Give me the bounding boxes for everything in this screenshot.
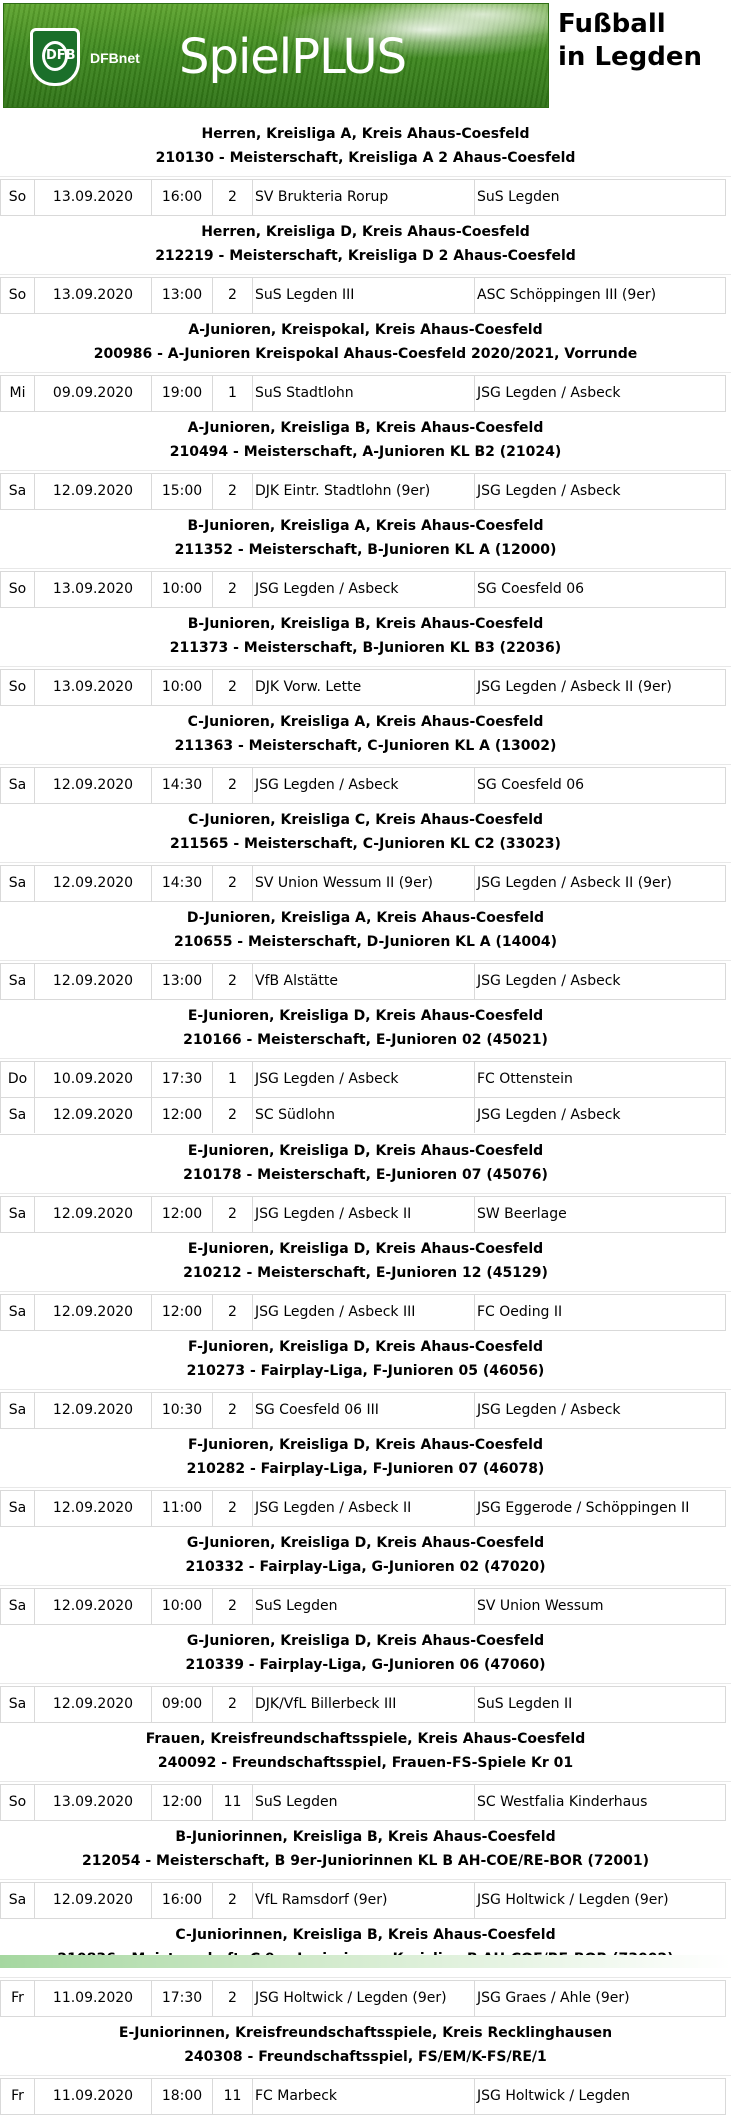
league-title: E-Junioren, Kreisliga D, Kreis Ahaus-Coesfeld [187,1143,544,1159]
home-team: SC Südlohn [253,1098,475,1133]
competition-title: 210166 - Meisterschaft, E-Junioren 02 (45021) [183,1032,548,1048]
competition-title: 210130 - Meisterschaft, Kreisliga A 2 Ahaus-Coesfeld [155,150,576,166]
home-team: SV Union Wessum II (9er) [253,866,475,901]
away-team: JSG Legden / Asbeck [475,964,726,999]
match-time: 11:00 [152,1491,213,1526]
competition-header [0,1429,731,1488]
match-day: Sa [0,1589,35,1624]
away-team: JSG Legden / Asbeck II (9er) [475,670,726,705]
match-row [0,1294,726,1331]
match-date: 12.09.2020 [35,1393,152,1428]
match-day: Sa [0,866,35,901]
league-title: A-Junioren, Kreisliga B, Kreis Ahaus-Coesfeld [187,420,544,436]
match-time: 12:00 [152,1197,213,1232]
home-team: DJK/VfL Billerbeck III [253,1687,475,1722]
site-title-line1: Fußball [558,9,666,39]
league-title: A-Junioren, Kreispokal, Kreis Ahaus-Coesfeld [188,322,543,338]
match-time: 13:00 [152,964,213,999]
competition-title: 211352 - Meisterschaft, B-Junioren KL A (12000) [174,542,557,558]
match-row [0,1686,726,1723]
competition-header [0,2017,731,2076]
match-number: 2 [213,866,253,901]
match-number: 2 [213,670,253,705]
match-number: 2 [213,1295,253,1330]
home-team: SuS Legden [253,1785,475,1820]
competition-title: 211363 - Meisterschaft, C-Junioren KL A (13002) [174,738,557,754]
competition-header [0,510,731,569]
away-team: JSG Eggerode / Schöppingen II [475,1491,726,1526]
match-number: 2 [213,1197,253,1232]
match-day: Sa [0,1098,35,1133]
match-date: 13.09.2020 [35,278,152,313]
league-title: E-Junioren, Kreisliga D, Kreis Ahaus-Coesfeld [187,1008,544,1024]
match-time: 16:00 [152,1883,213,1918]
away-team: JSG Legden / Asbeck II (9er) [475,866,726,901]
match-day: Sa [0,1197,35,1232]
league-title: B-Junioren, Kreisliga B, Kreis Ahaus-Coesfeld [187,616,544,632]
match-date: 12.09.2020 [35,1197,152,1232]
grass-banner-image [3,3,549,108]
league-title: B-Junioren, Kreisliga A, Kreis Ahaus-Coesfeld [187,518,544,534]
match-number: 2 [213,1393,253,1428]
away-team: SC Westfalia Kinderhaus [475,1785,726,1820]
match-day: Sa [0,1393,35,1428]
competition-title: 210332 - Fairplay-Liga, G-Junioren 02 (47020) [185,1559,546,1575]
match-day: Sa [0,1687,35,1722]
away-team: JSG Holtwick / Legden [475,2079,726,2114]
match-time: 14:30 [152,866,213,901]
match-date: 12.09.2020 [35,474,152,509]
away-team: JSG Holtwick / Legden (9er) [475,1883,726,1918]
home-team: JSG Legden / Asbeck III [253,1295,475,1330]
match-day: Fr [0,1981,35,2016]
competition-header [0,1331,731,1390]
match-time: 18:00 [152,2079,213,2114]
competition-header [0,804,731,863]
away-team: SG Coesfeld 06 [475,572,726,607]
match-day: Sa [0,1295,35,1330]
match-schedule [0,118,731,2115]
match-time: 09:00 [152,1687,213,1722]
home-team: SuS Legden [253,1589,475,1624]
match-number: 2 [213,1883,253,1918]
league-title: F-Junioren, Kreisliga D, Kreis Ahaus-Coesfeld [188,1437,543,1453]
home-team: VfB Alstätte [253,964,475,999]
match-date: 09.09.2020 [35,376,152,411]
match-row [0,1784,726,1821]
match-day: Sa [0,964,35,999]
competition-title: 212219 - Meisterschaft, Kreisliga D 2 Ahaus-Coesfeld [155,248,576,264]
match-date: 13.09.2020 [35,180,152,215]
competition-title: 210494 - Meisterschaft, A-Junioren KL B2 (21024) [169,444,562,460]
match-row [0,1588,726,1625]
competition-header [0,1625,731,1684]
match-day: Sa [0,768,35,803]
match-day: Sa [0,474,35,509]
banner [0,0,731,118]
competition-header [0,1919,731,1978]
match-time: 12:00 [152,1295,213,1330]
match-time: 14:30 [152,768,213,803]
match-number: 11 [213,1785,253,1820]
away-team: SuS Legden II [475,1687,726,1722]
match-date: 12.09.2020 [35,1098,152,1133]
away-team: FC Oeding II [475,1295,726,1330]
away-team: JSG Legden / Asbeck [475,1098,726,1133]
competition-title: 210282 - Fairplay-Liga, F-Junioren 07 (46078) [186,1461,545,1477]
home-team: FC Marbeck [253,2079,475,2114]
match-date: 12.09.2020 [35,1491,152,1526]
match-row [0,1098,726,1135]
competition-title: 240308 - Freundschaftsspiel, FS/EM/K-FS/RE/1 [184,2049,547,2065]
league-title: C-Juniorinnen, Kreisliga B, Kreis Ahaus-Coesfeld [175,1927,556,1943]
competition-title: 200986 - A-Junioren Kreispokal Ahaus-Coesfeld 2020/2021, Vorrunde [93,346,638,362]
match-time: 12:00 [152,1098,213,1133]
match-date: 13.09.2020 [35,1785,152,1820]
league-title: G-Junioren, Kreisliga D, Kreis Ahaus-Coesfeld [186,1535,545,1551]
home-team: VfL Ramsdorf (9er) [253,1883,475,1918]
match-day: Sa [0,1883,35,1918]
match-number: 2 [213,474,253,509]
competition-header [0,314,731,373]
match-day: So [0,278,35,313]
home-team: DJK Eintr. Stadtlohn (9er) [253,474,475,509]
league-title: Herren, Kreisliga A, Kreis Ahaus-Coesfeld [201,126,530,142]
match-row [0,2078,726,2115]
competition-header [0,706,731,765]
league-title: E-Juniorinnen, Kreisfreundschaftsspiele, Kreis Recklinghausen [118,2025,613,2041]
match-row [0,571,726,608]
match-date: 10.09.2020 [35,1062,152,1097]
competition-header [0,1723,731,1782]
match-time: 10:00 [152,670,213,705]
league-title: F-Junioren, Kreisliga D, Kreis Ahaus-Coesfeld [188,1339,543,1355]
match-row [0,963,726,1000]
footer-strip [0,1955,731,1968]
site-title-line2: in Legden [558,42,703,72]
home-team: JSG Legden / Asbeck [253,1062,475,1097]
competition-header [0,608,731,667]
competition-header [0,1000,731,1059]
away-team: ASC Schöppingen III (9er) [475,278,726,313]
match-day: So [0,670,35,705]
match-time: 15:00 [152,474,213,509]
match-date: 12.09.2020 [35,1687,152,1722]
home-team: JSG Legden / Asbeck II [253,1197,475,1232]
match-row [0,375,726,412]
league-title: E-Junioren, Kreisliga D, Kreis Ahaus-Coesfeld [187,1241,544,1257]
match-day: So [0,1785,35,1820]
spielplus-brand: SpielPLUS [179,29,407,85]
away-team: JSG Graes / Ahle (9er) [475,1981,726,2016]
competition-title: 210178 - Meisterschaft, E-Junioren 07 (45076) [183,1167,548,1183]
match-row [0,1980,726,2017]
match-number: 2 [213,768,253,803]
competition-title: 211565 - Meisterschaft, C-Junioren KL C2 (33023) [170,836,561,852]
match-time: 10:00 [152,1589,213,1624]
match-row [0,767,726,804]
match-row [0,179,726,216]
away-team: SW Beerlage [475,1197,726,1232]
match-number: 2 [213,1098,253,1133]
match-number: 11 [213,2079,253,2114]
match-date: 11.09.2020 [35,2079,152,2114]
competition-header [0,412,731,471]
away-team: JSG Legden / Asbeck [475,474,726,509]
away-team: JSG Legden / Asbeck [475,376,726,411]
league-title: C-Junioren, Kreisliga A, Kreis Ahaus-Coesfeld [187,714,544,730]
competition-title: 210212 - Meisterschaft, E-Junioren 12 (45129) [183,1265,548,1281]
home-team: JSG Legden / Asbeck [253,768,475,803]
competition-title: 210655 - Meisterschaft, D-Junioren KL A (14004) [173,934,558,950]
competition-header [0,1135,731,1194]
competition-header [0,216,731,275]
match-time: 12:00 [152,1785,213,1820]
match-number: 1 [213,1062,253,1097]
away-team: FC Ottenstein [475,1062,726,1097]
competition-title: 210273 - Fairplay-Liga, F-Junioren 05 (46056) [186,1363,545,1379]
match-number: 2 [213,1981,253,2016]
match-number: 1 [213,376,253,411]
match-row [0,669,726,706]
match-row [0,865,726,902]
match-date: 12.09.2020 [35,768,152,803]
match-time: 16:00 [152,180,213,215]
match-date: 12.09.2020 [35,1883,152,1918]
match-time: 17:30 [152,1062,213,1097]
home-team: DJK Vorw. Lette [253,670,475,705]
away-team: SG Coesfeld 06 [475,768,726,803]
match-date: 12.09.2020 [35,1589,152,1624]
match-row [0,1490,726,1527]
match-time: 13:00 [152,278,213,313]
match-number: 2 [213,964,253,999]
match-date: 12.09.2020 [35,1295,152,1330]
match-date: 12.09.2020 [35,866,152,901]
match-row [0,1882,726,1919]
competition-header [0,902,731,961]
home-team: SuS Legden III [253,278,475,313]
competition-header [0,1527,731,1586]
match-number: 2 [213,180,253,215]
match-row [0,1196,726,1233]
league-title: G-Junioren, Kreisliga D, Kreis Ahaus-Coesfeld [186,1633,545,1649]
site-title [558,8,728,74]
home-team: SV Brukteria Rorup [253,180,475,215]
away-team: SuS Legden [475,180,726,215]
competition-header [0,1233,731,1292]
match-date: 13.09.2020 [35,670,152,705]
away-team: SV Union Wessum [475,1589,726,1624]
competition-title: 240092 - Freundschaftsspiel, Frauen-FS-Spiele Kr 01 [157,1755,574,1771]
home-team: JSG Holtwick / Legden (9er) [253,1981,475,2016]
home-team: SuS Stadtlohn [253,376,475,411]
away-team: JSG Legden / Asbeck [475,1393,726,1428]
match-day: Sa [0,1491,35,1526]
match-day: Fr [0,2079,35,2114]
match-number: 2 [213,1491,253,1526]
match-time: 19:00 [152,376,213,411]
match-day: Do [0,1062,35,1097]
home-team: JSG Legden / Asbeck II [253,1491,475,1526]
match-row [0,1061,726,1098]
match-day: So [0,180,35,215]
match-number: 2 [213,572,253,607]
match-row [0,473,726,510]
home-team: JSG Legden / Asbeck [253,572,475,607]
match-day: Mi [0,376,35,411]
match-number: 2 [213,1687,253,1722]
match-time: 10:00 [152,572,213,607]
competition-title: 212054 - Meisterschaft, B 9er-Juniorinnen KL B AH-COE/RE-BOR (72001) [82,1853,649,1869]
match-number: 2 [213,1589,253,1624]
league-title: Herren, Kreisliga D, Kreis Ahaus-Coesfeld [201,224,530,240]
match-number: 2 [213,278,253,313]
competition-title: 210339 - Fairplay-Liga, G-Junioren 06 (47060) [185,1657,546,1673]
league-title: B-Juniorinnen, Kreisliga B, Kreis Ahaus-Coesfeld [175,1829,556,1845]
match-time: 17:30 [152,1981,213,2016]
competition-title: 211373 - Meisterschaft, B-Junioren KL B3 (22036) [169,640,562,656]
match-date: 13.09.2020 [35,572,152,607]
match-day: So [0,572,35,607]
league-title: D-Junioren, Kreisliga A, Kreis Ahaus-Coesfeld [186,910,545,926]
competition-header [0,1821,731,1880]
competition-header [0,118,731,177]
dfbnet-label: DFBnet [90,50,140,66]
match-date: 12.09.2020 [35,964,152,999]
match-row [0,1392,726,1429]
match-row [0,277,726,314]
match-date: 11.09.2020 [35,1981,152,2016]
league-title: Frauen, Kreisfreundschaftsspiele, Kreis Ahaus-Coesfeld [145,1731,586,1747]
home-team: SG Coesfeld 06 III [253,1393,475,1428]
dfb-logo-icon: DFB [30,28,80,86]
match-time: 10:30 [152,1393,213,1428]
league-title: C-Junioren, Kreisliga C, Kreis Ahaus-Coesfeld [187,812,544,828]
